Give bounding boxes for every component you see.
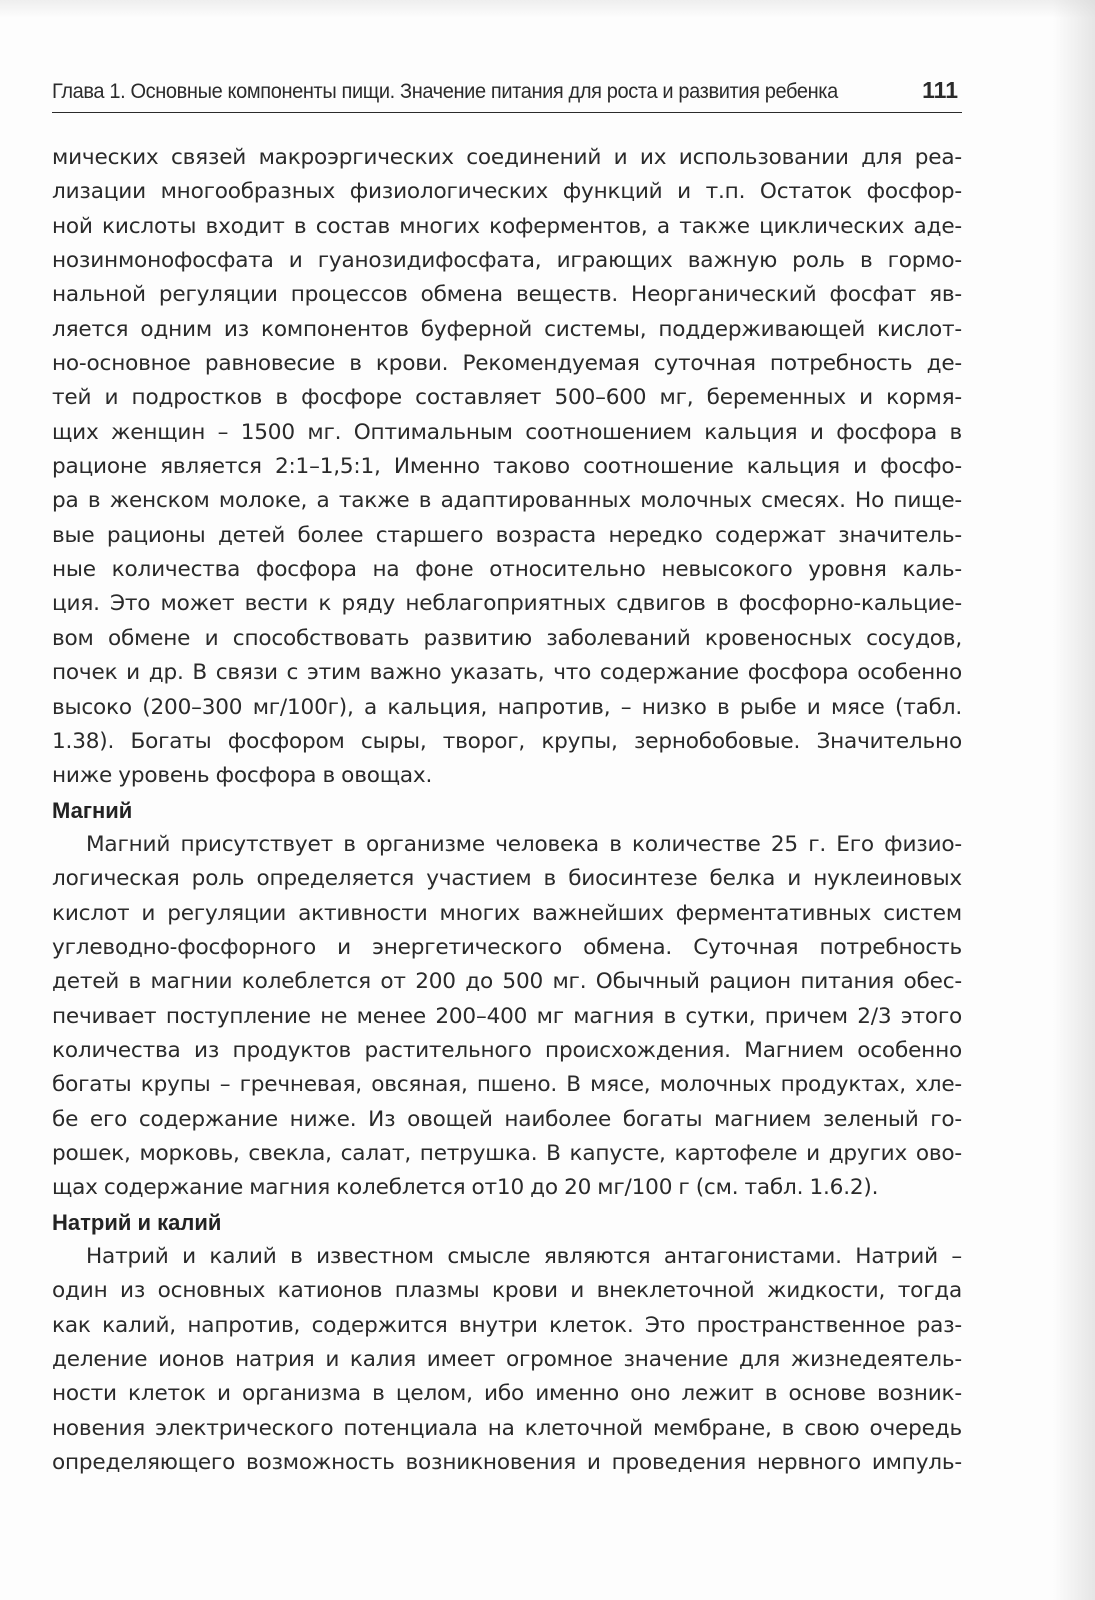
- text-line: бе его содержание ниже. Из овощей наиболее богаты магнием зеленый го-: [52, 1106, 962, 1132]
- text-line: как калий, напротив, содержится внутри клеток. Это пространственное раз-: [52, 1312, 962, 1338]
- text-line: логическая роль определяется участием в биосинтезе белка и нуклеиновых: [52, 866, 962, 892]
- text-line: рационе является 2:1–1,5:1, Именно таково соотношение кальция и фосфо-: [52, 454, 962, 480]
- paragraph-sodium-potassium: [52, 1240, 962, 1480]
- text-line: новения электрического потенциала на клеточной мембране, в свою очередь: [52, 1415, 962, 1441]
- text-line: вые рационы детей более старшего возраста нередко содержат значитель-: [52, 522, 962, 548]
- text-line: Магний присутствует в организме человека в количестве 25 г. Его физио-: [86, 831, 962, 857]
- text-line: щах содержание магния колеблется от10 до 20 мг/100 г (см. табл. 1.6.2).: [52, 1175, 879, 1201]
- text-line: но-основное равновесие в крови. Рекомендуемая суточная потребность де-: [52, 351, 962, 377]
- text-line: 1.38). Богаты фосфором сыры, творог, крупы, зернобобовые. Значительно: [52, 728, 962, 754]
- text-line: лизации многообразных физиологических функций и т.п. Остаток фосфор-: [52, 179, 962, 205]
- text-line: высоко (200–300 мг/100г), а кальция, напротив, – низко в рыбе и мясе (табл.: [52, 694, 962, 720]
- text-line: ция. Это может вести к ряду неблагоприятных сдвигов в фосфорно-кальцие-: [52, 591, 962, 617]
- text-line: мических связей макроэргических соединений и их использовании для реа-: [52, 145, 962, 170]
- section-heading-sodium-potassium: Натрий и калий: [52, 1209, 222, 1235]
- scan-edge-shadow-top: [0, 0, 1095, 18]
- section-heading-magnesium: Магний: [52, 797, 133, 823]
- text-line: деление ионов натрия и калия имеет огромное значение для жизнедеятель-: [52, 1347, 962, 1373]
- text-line: определяющего возможность возникновения и проведения нервного импуль-: [52, 1450, 962, 1476]
- text-line: детей в магнии колеблется от 200 до 500 мг. Обычный рацион питания обес-: [52, 969, 962, 995]
- text-line: почек и др. В связи с этим важно указать, что содержание фосфора особенно: [52, 660, 962, 686]
- text-line: печивает поступление не менее 200–400 мг магния в сутки, причем 2/3 этого: [52, 1003, 962, 1029]
- page-number: 111: [922, 77, 958, 103]
- text-line: ной кислоты входит в состав многих коферментов, а также циклических аде-: [52, 213, 962, 239]
- text-line: щих женщин – 1500 мг. Оптимальным соотношением кальция и фосфора в: [52, 419, 962, 445]
- text-line: ра в женском молоке, а также в адаптированных молочных смесях. Но пище-: [52, 488, 962, 514]
- body-text: [52, 141, 962, 1480]
- text-line: ниже уровень фосфора в овощах.: [52, 763, 433, 789]
- text-line: вом обмене и способствовать развитию заболеваний кровеносных сосудов,: [52, 625, 962, 651]
- scan-edge-shadow-right: [1053, 0, 1095, 1600]
- text-line: тей и подростков в фосфоре составляет 500–600 мг, беременных и кормя-: [52, 385, 962, 411]
- text-line: количества из продуктов растительного происхождения. Магнием особенно: [52, 1037, 962, 1063]
- text-line: один из основных катионов плазмы крови и внеклеточной жидкости, тогда: [52, 1278, 962, 1304]
- paragraph-phosphorus: [52, 141, 962, 794]
- text-line: ляется одним из компонентов буферной системы, поддерживающей кислот-: [52, 316, 962, 342]
- text-line: рошек, морковь, свекла, салат, петрушка. В капусте, картофеле и других ово-: [52, 1140, 962, 1166]
- text-line: ные количества фосфора на фоне относительно невысокого уровня каль-: [52, 557, 962, 583]
- text-line: нальной регуляции процессов обмена веществ. Неорганический фосфат яв-: [52, 282, 962, 308]
- text-line: кислот и регуляции активности многих важнейших ферментативных систем: [52, 900, 962, 926]
- text-line: ности клеток и организма в целом, ибо именно оно лежит в основе возник-: [52, 1381, 962, 1407]
- paragraph-magnesium: [52, 828, 962, 1206]
- chapter-title: Глава 1. Основные компоненты пищи. Значение питания для роста и развития ребенка: [52, 79, 838, 103]
- text-line: углеводно-фосфорного и энергетического обмена. Суточная потребность: [52, 934, 962, 960]
- text-line: нозинмонофосфата и гуанозидифосфата, играющих важную роль в гормо-: [52, 248, 962, 274]
- text-line: богаты крупы – гречневая, овсяная, пшено. В мясе, молочных продуктах, хле-: [52, 1072, 962, 1098]
- text-line: Натрий и калий в известном смысле являются антагонистами. Натрий –: [86, 1244, 962, 1269]
- running-header: [52, 70, 962, 113]
